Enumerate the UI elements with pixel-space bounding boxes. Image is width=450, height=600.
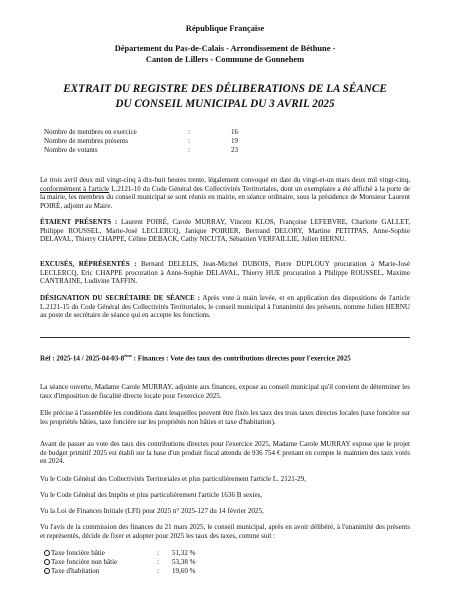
- departement-line-1: Département du Pas-de-Calais - Arrondissement de Béthune -: [114, 44, 336, 53]
- secretaire-label: DÉSIGNATION DU SECRÉTAIRE DE SÉANCE :: [40, 294, 200, 302]
- excuses-paragraph: [40, 260, 410, 286]
- count-sep: :: [188, 146, 190, 154]
- circle-bullet-icon: [44, 550, 50, 556]
- deliberation-reference: [40, 352, 410, 363]
- body-paragraph-7: Vu l'avis de la commission des finances du 21 mars 2025, le conseil municipal, après en avoir délibéré, à l'unanimité des présents et représentés, décide de fixer et adopter pour 2025 les taux des taxes, comme suit :: [40, 523, 410, 540]
- rate-label: Taxe foncière non bâtie: [51, 558, 118, 566]
- excuses-label: EXCUSÉS, RÉPRÉSENTÉS :: [40, 260, 137, 268]
- secretaire-paragraph: [40, 294, 410, 320]
- count-value: 23: [231, 146, 239, 154]
- circle-bullet-icon: [44, 559, 50, 565]
- ref-sup: ème: [124, 353, 132, 358]
- document-title-line-1: EXTRAIT DU REGISTRE DES DÉLIBERATIONS DE LA SÉANCE: [63, 83, 387, 95]
- intro-text-end: L.2121-10 du Code Général des Collectivités Territoriales, dont un exemplaire a été affiché à la porte de la mairie, les membres du conseil municipal se sont réunis en mairie, en séance ordinaire, sous la présidence de Monsieur Laurent POIRÉ, adjoint au Maire.: [40, 184, 411, 210]
- circle-bullet-icon: [44, 568, 50, 574]
- separator-line: [40, 337, 410, 338]
- body-paragraph-6: Vu la Loi de Finances Initiale (LFI) pour 2025 n° 2025-127 du 14 février 2025,: [40, 507, 264, 515]
- count-sep: :: [188, 137, 190, 145]
- count-sep: :: [188, 128, 190, 136]
- rate-label-wrap: [44, 567, 100, 576]
- count-label: Nombre de votants: [44, 146, 98, 154]
- secretaire-text: Après vote à main levée, et en application des dispositions de l'article L.2121-15 du Code Général des Collectivités Territoriales, le conseil municipal à l'unanimité des présents, nomme Julien HERNU au poste de secrétaire de séance qui en accepte les fonctions.: [40, 294, 410, 320]
- rate-sep: :: [157, 549, 159, 557]
- body-paragraph-5: Vu le Code Général des Impôts et plus particulièrement l'article 1636 B sexies,: [40, 491, 263, 499]
- presents-names: Laurent POIRÉ, Carole MURRAY, Vincent KLOS, Françoise LEFEBVRE, Charlotte GALLET, Philippe ROUSSEL, Marie-José LECLERCQ, Janique POIRIER, Bertrand DELORY, Martine PETITPAS, Anne-Sophie DELAVAL, Thierry CHAPPE, Céline DEBACK, Cathy NICUTA, Sébastien VERFAILLIE, Julien HERNU.: [40, 218, 410, 244]
- intro-paragraph: [40, 176, 410, 210]
- count-label: Nombre de membres en exercice: [44, 128, 137, 136]
- departement-line-2: Canton de Lillers - Commune de Gonnehem: [145, 55, 305, 64]
- ref-subject: : Finances : Vote des taux des contributions directes pour l'exercice 2025: [131, 354, 351, 363]
- body-paragraph-1: La séance ouverte, Madame Carole MURRAY, adjointe aux finances, expose au conseil municipal qu'il convient de déterminer les taux d'imposition de fiscalité directe locale pour l'exercice 2025.: [40, 383, 410, 400]
- rate-sep: :: [157, 558, 159, 566]
- body-paragraph-2: Elle précise à l'assemblée les conditions dans lesquelles peuvent être fixés les taux des trois taxes directes locales (taxe foncière sur les propriétés bâties, taxe foncière sur les propriétés non bâties et taxe d'habitation).: [40, 409, 410, 426]
- body-paragraph-3: Avant de passer au vote des taux des contributions directes pour l'exercice 2025, Madame Carole MURRAY expose que le projet de budget primitif 2025 est établi sur la base d'un produit fiscal attendu de 936 754 € prenant en compte le maintien des taux votés en 2024.: [40, 440, 410, 466]
- rate-value: 19,60 %: [172, 567, 196, 575]
- excuses-names: Bernard DELELIS, Jean-Michel DUBOIS, Pierre DUPLOUY procuration à Marie-José LECLERCQ, Eric CHAPPE procuration à Anne-Sophie DELAVAL, Thierry HUE procuration à Philippe ROUSSEL, Maxime CANTRAINE, Ludivine TAFFIN.: [40, 260, 410, 286]
- rate-sep: :: [157, 567, 159, 575]
- count-label: Nombre de membres présents: [44, 137, 128, 145]
- rate-label-wrap: [44, 558, 118, 567]
- rate-label: Taxe d'habitation: [51, 567, 100, 575]
- count-value: 19: [231, 137, 239, 145]
- rate-label-wrap: [44, 549, 105, 558]
- ref-number: Réf : 2025-14 / 2025-04-03-8: [40, 354, 125, 363]
- count-value: 16: [231, 128, 239, 136]
- intro-text: Le trois avril deux mil vingt-cinq à dix-huit heures trente, légalement convoqué en date du vingt-et-un mars deux mil vingt-cinq,: [40, 176, 410, 184]
- intro-underlined: conformément à l'article: [40, 184, 110, 193]
- presents-paragraph: [40, 218, 410, 244]
- rate-value: 53,38 %: [172, 558, 196, 566]
- rate-value: 51,32 %: [172, 549, 196, 557]
- republic-heading: République Française: [185, 24, 265, 33]
- document-title-line-2: DU CONSEIL MUNICIPAL DU 3 AVRIL 2025: [115, 98, 335, 110]
- rate-label: Taxe foncière bâtie: [51, 549, 105, 557]
- body-paragraph-4: Vu le Code Général des Collectivités Territoriales et plus particulièrement l'article L. 2121-29,: [40, 475, 306, 483]
- presents-label: ÉTAIENT PRÉSENTS :: [40, 218, 118, 226]
